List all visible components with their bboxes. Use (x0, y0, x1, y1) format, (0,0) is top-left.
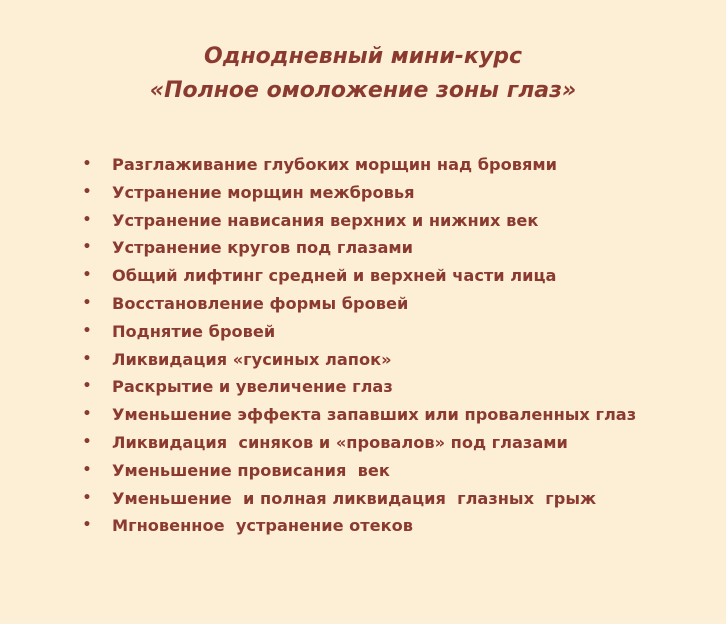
list-item (82, 401, 637, 429)
list-item-text: Устранение нависания верхних и нижних век (112, 210, 539, 230)
list-item (82, 290, 409, 318)
bullet-icon: • (82, 211, 92, 228)
bullet-icon: • (82, 239, 92, 256)
list-item-text: Поднятие бровей (112, 321, 276, 341)
bullet-icon: • (82, 294, 92, 311)
bullet-icon: • (82, 183, 92, 200)
title-line-2: «Полное омоложение зоны глаз» (149, 78, 577, 103)
bullet-icon: • (82, 156, 92, 172)
feature-list (82, 151, 637, 540)
bullet-icon: • (82, 489, 92, 506)
bullet-icon: • (82, 433, 92, 450)
page-title (0, 40, 726, 108)
list-item-text: Уменьшение и полная ликвидация глазных грыж (112, 488, 597, 508)
list-item (82, 512, 414, 540)
list-item-text: Раскрытие и увеличение глаз (112, 377, 393, 397)
list-item-text: Мгновенное устранение отеков (112, 516, 414, 536)
list-item-text: Уменьшение эффекта запавших или проваленных глаз (112, 405, 637, 425)
list-item (82, 262, 557, 290)
list-item (82, 234, 414, 262)
list-item-text: Разглаживание глубоких морщин над бровями (112, 155, 557, 174)
list-item-text: Устранение кругов под глазами (112, 238, 414, 258)
list-item (82, 346, 392, 374)
title-line-1: Однодневный мини-курс (204, 44, 522, 69)
list-item (82, 373, 393, 401)
bullet-icon: • (82, 322, 92, 339)
bullet-icon: • (82, 406, 92, 423)
list-item (82, 485, 597, 513)
list-item-text: Устранение морщин межбровья (112, 182, 415, 202)
list-item (82, 457, 390, 485)
list-item-text: Ликвидация синяков и «провалов» под глазами (112, 432, 568, 452)
list-item (82, 151, 557, 179)
list-item (82, 179, 415, 207)
list-item-text: Общий лифтинг средней и верхней части лица (112, 266, 557, 286)
bullet-icon: • (82, 517, 92, 534)
list-item-text: Восстановление формы бровей (112, 293, 409, 313)
bullet-icon: • (82, 267, 92, 284)
list-item-text: Уменьшение провисания век (112, 460, 390, 480)
bullet-icon: • (82, 378, 92, 395)
list-item (82, 318, 276, 346)
list-item-text: Ликвидация «гусиных лапок» (112, 349, 392, 369)
bullet-icon: • (82, 350, 92, 367)
bullet-icon: • (82, 461, 92, 478)
list-item (82, 207, 539, 235)
list-item (82, 429, 568, 457)
